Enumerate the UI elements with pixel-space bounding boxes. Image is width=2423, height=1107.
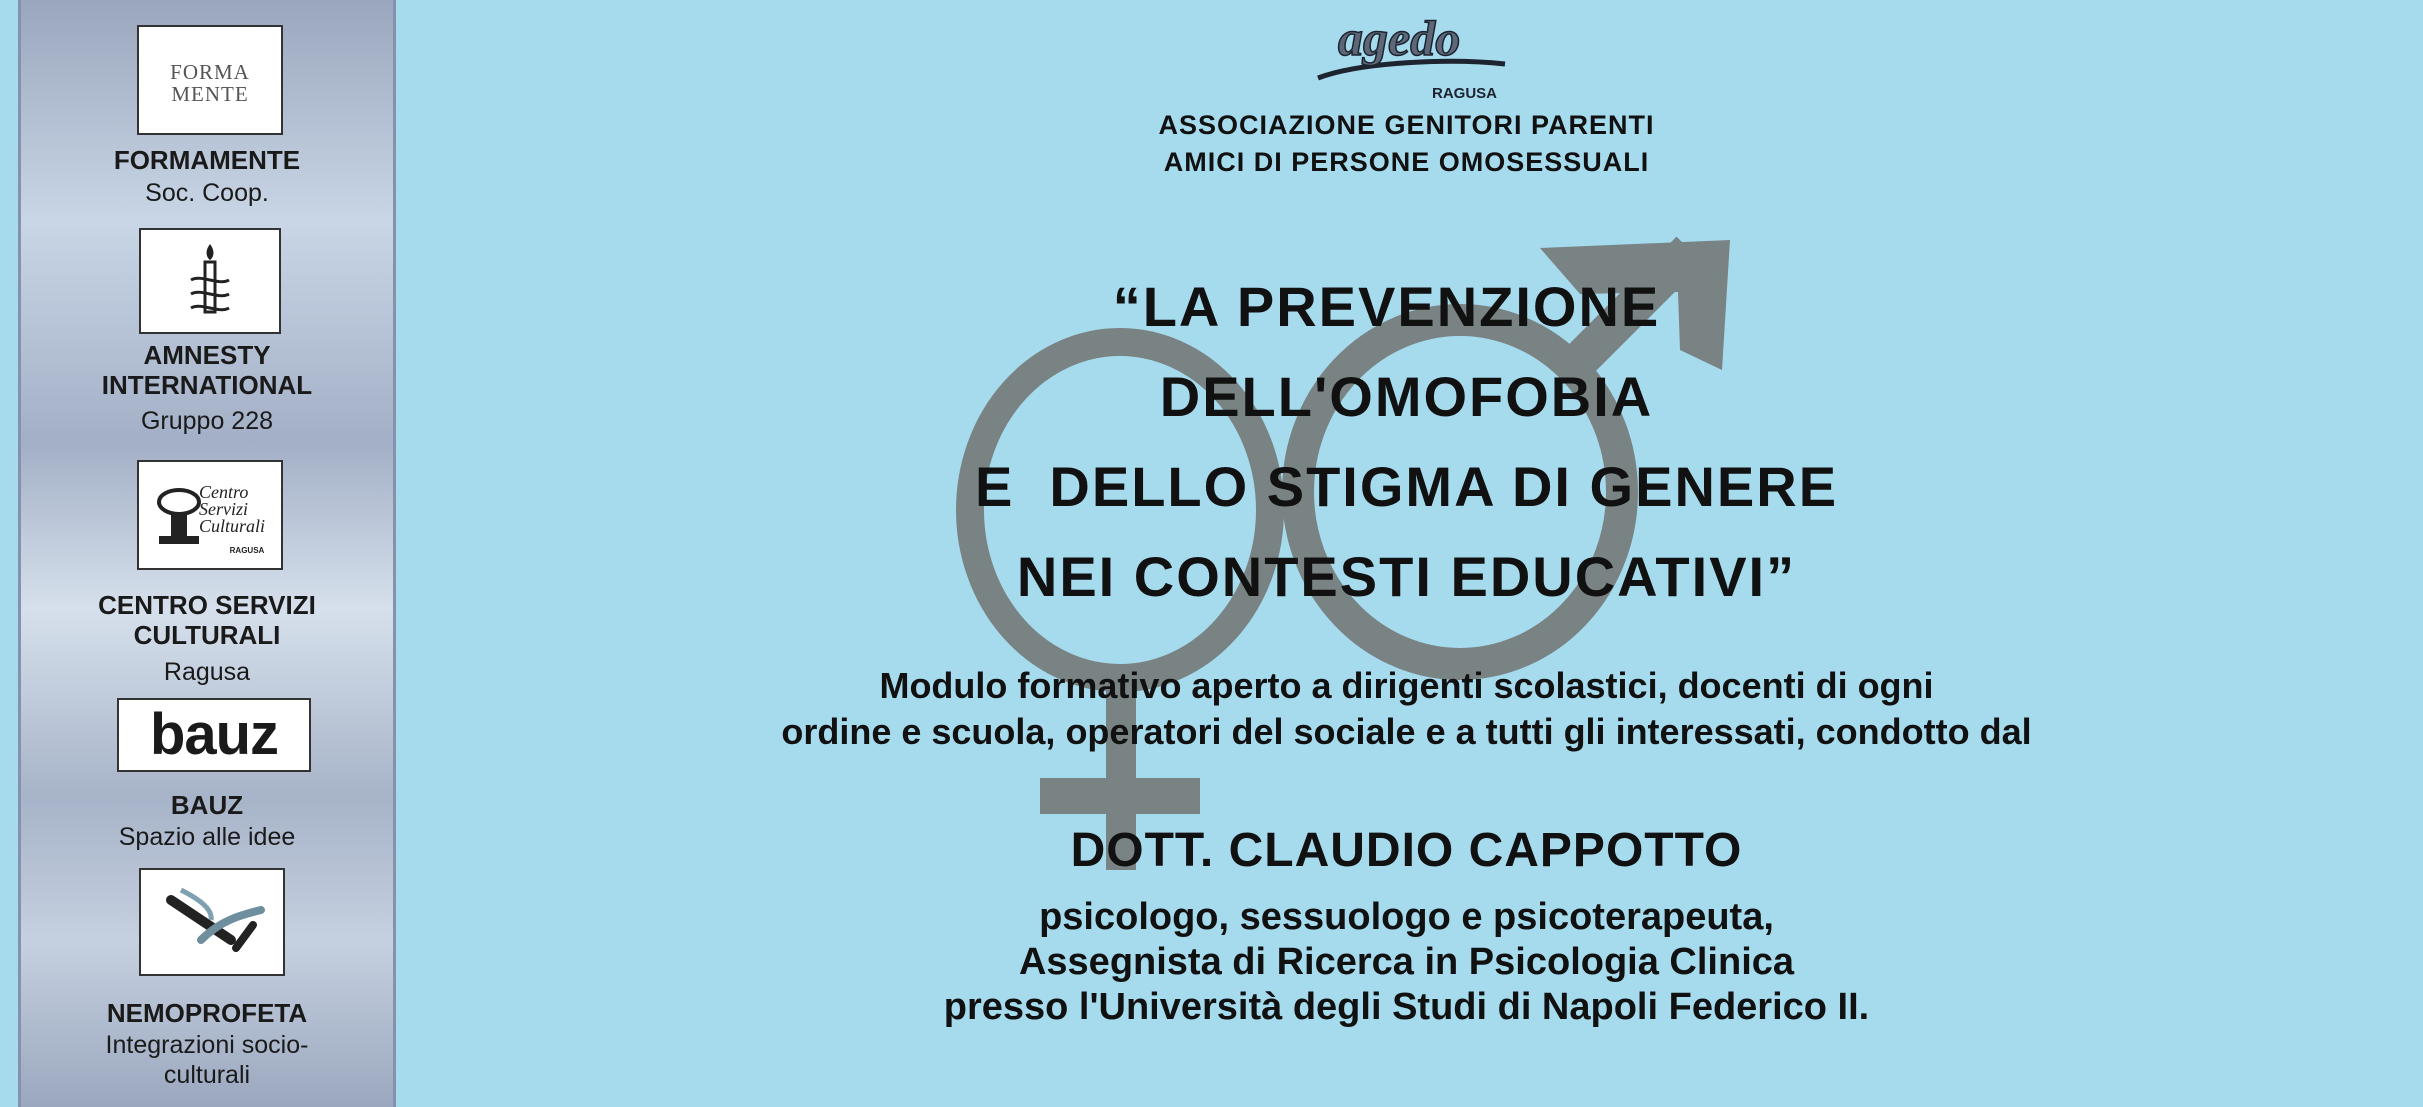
partner-name-bauz: BAUZ <box>170 790 244 820</box>
association-line-1: ASSOCIAZIONE GENITORI PARENTI <box>1158 110 1655 140</box>
association-name <box>390 107 2423 181</box>
event-title <box>390 262 2423 622</box>
agedo-logo-sub: RAGUSA <box>1432 85 1498 100</box>
centro-servizi-logo <box>137 460 283 570</box>
credentials-line-2: Assegnista di Ricerca in Psicologia Clinica <box>1018 941 1795 983</box>
nemoprofeta-logo <box>139 868 285 976</box>
speaker-name: DOTT. CLAUDIO CAPPOTTO <box>1070 824 1743 877</box>
credentials-line-3: presso l'Università degli Studi di Napoli Federico II. <box>943 986 1870 1028</box>
title-line-2: DELL'OMOFOBIA <box>1159 365 1654 428</box>
bauz-logo <box>117 698 311 772</box>
partner-name-nemoprofeta: NEMOPROFETA <box>106 998 308 1028</box>
title-line-4: NEI CONTESTI EDUCATIVI” <box>1016 545 1797 608</box>
partner-sub-centro-servizi: Ragusa <box>163 658 251 686</box>
agedo-logo-text: agedo <box>1338 10 1461 66</box>
credentials-line-1: psicologo, sessuologo e psicoterapeuta, <box>1039 896 1774 938</box>
partner-sub-nemoprofeta: Integrazioni socio-culturali <box>105 1031 309 1089</box>
partner-name-amnesty: AMNESTY INTERNATIONAL <box>101 340 313 400</box>
association-line-2: AMICI DI PERSONE OMOSESSUALI <box>1163 147 1650 177</box>
title-line-3: E DELLO STIGMA DI GENERE <box>974 455 1839 518</box>
brush-stroke-icon <box>141 870 283 974</box>
partner-sub-formamente: Soc. Coop. <box>145 179 269 207</box>
module-description <box>390 663 2423 755</box>
formamente-logo <box>137 25 283 135</box>
centro-servizi-logo-text: Centro Servizi Culturali <box>199 482 266 536</box>
partner-sub-amnesty: Gruppo 228 <box>140 407 274 435</box>
partner-name-formamente: FORMAMENTE <box>113 145 301 175</box>
amnesty-logo <box>139 228 281 334</box>
partner-sub-bauz: Spazio alle idee <box>118 823 296 851</box>
candle-barbed-wire-icon <box>141 230 279 332</box>
partners-sidebar <box>18 0 396 1107</box>
partner-name-centro-servizi: CENTRO SERVIZI CULTURALI <box>98 590 316 650</box>
bauz-logo-text: bauz <box>149 702 279 767</box>
centro-servizi-logo-sub: RAGUSA <box>229 546 265 555</box>
formamente-logo-text: FORMA MENTE <box>170 60 250 106</box>
description-line-2: ordine e scuola, operatori del sociale e a tutti gli interessati, condotto dal <box>781 711 2032 752</box>
title-line-1: “LA PREVENZIONE <box>1112 275 1661 338</box>
agedo-logo <box>1300 0 1520 100</box>
speaker-credentials <box>390 895 2423 1030</box>
description-line-1: Modulo formativo aperto a dirigenti scolastici, docenti di ogni <box>879 665 1934 706</box>
